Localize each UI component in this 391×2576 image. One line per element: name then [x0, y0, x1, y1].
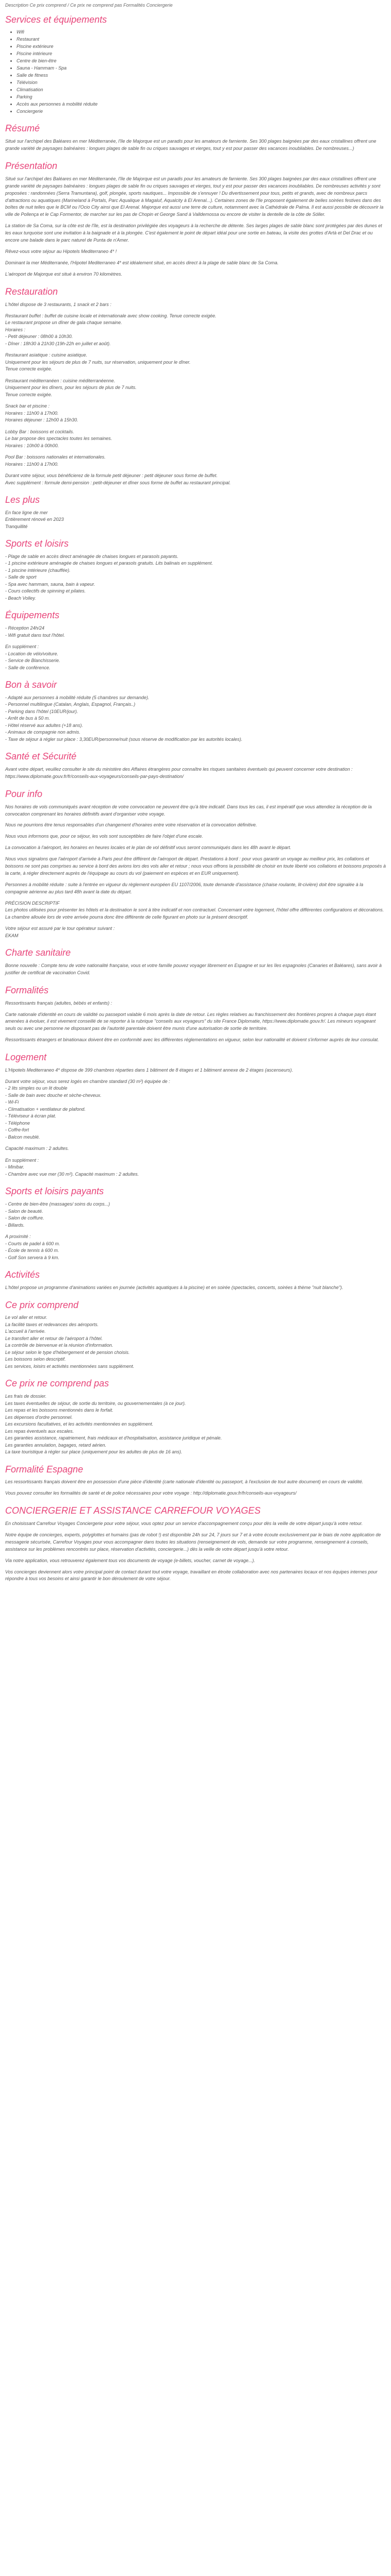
breadcrumb[interactable]: Description Ce prix comprend / Ce prix ne comprend pas Formalités Conciergerie — [5, 3, 173, 8]
restauration-outro-2: Avec supplément : formule demi-pension : petit-déjeuner et dîner sous forme de buffet au restaurant principal. — [5, 480, 231, 485]
text-line: Pool Bar : boissons nationales et internationales. — [5, 454, 106, 460]
text-line: - Hôtel réservé aux adultes (+18 ans). — [5, 722, 83, 728]
text-line: Uniquement pour les séjours de plus de 7 nuits, sur réservation, uniquement pour le dîner. — [5, 359, 191, 365]
restauration-intro: L'hôtel dispose de 3 restaurants, 1 snack et 2 bars : — [5, 301, 111, 307]
text-line: Le bar propose des spectacles toutes les semaines. — [5, 436, 112, 442]
text-line: Restaurant buffet : buffet de cuisine locale et internationale avec show cooking. Tenue correcte exigée. — [5, 313, 217, 318]
restauration-block-6 — [5, 454, 386, 468]
info-p3: Nous vous informons que, pour ce séjour, les vols sont susceptibles de faire l'objet d'une escale. — [5, 834, 203, 839]
text-line: Le séjour selon le type d'hébergement et de pension choisis. — [5, 1349, 130, 1355]
text-line: - Salon de beauté. — [5, 1208, 43, 1214]
text-line: - Animaux de compagnie non admis. — [5, 730, 80, 735]
formalites-p2: Carte nationale d'identité en cours de validité ou passeport valable 6 mois après la date de retour. Les règles relatives au franchissement des frontières propres à chaque pays étant amenées à évoluer, il est vivement conseillé de se reporter à la rubrique "conseils aux voyageurs" du site France Diplomatie, https://www.diplomatie.gouv.fr/. Les mineurs voyageant seuls ou avec une personne ne disposant pas de l'autorité parentale doivent être munis d'une autorisation de sortie de territoire. — [5, 1011, 376, 1031]
text-line: - Minibar. — [5, 1164, 25, 1170]
comprend-title: Ce prix comprend — [5, 1299, 79, 1310]
text-line: - Salon de coiffure. — [5, 1215, 44, 1221]
text-line: - Salle de conférence. — [5, 665, 51, 670]
conciergerie-p2: Notre équipe de concierges, experts, polyglottes et humains (pas de robot !) est disponible 24h sur 24, 7 jours sur 7 et à votre écoute exclusivement par le biais de notre application de messagerie sécurisée, Carrefour Voyages pour vous accompagner dans toutes les situations (renseignement de vols, demande sur votre programme, renseignement à conseils, assistance sur les problèmes rencontrés sur place, réservation d'activités, conciergerie...) dès la veille de votre départ jusqu'à votre retour. — [5, 1532, 381, 1552]
text-line: - Petit déjeuner : 08h00 à 10h30. — [5, 334, 73, 340]
text-line: L'accueil à l'arrivée. — [5, 1329, 46, 1334]
text-line: - Wifi gratuit dans tout l'hôtel. — [5, 632, 65, 638]
resume-title: Résumé — [5, 123, 40, 134]
list-item: • Télévision — [17, 79, 386, 87]
text-line: Le transfert aller et retour de l'aéroport à l'hôtel. — [5, 1335, 103, 1341]
text-line: - Arrêt de bus à 50 m. — [5, 716, 50, 721]
services-list — [17, 29, 386, 115]
restauration-block-4 — [5, 403, 386, 424]
text-line: - Balcon meublé. — [5, 1134, 40, 1140]
info-title: Pour info — [5, 788, 43, 799]
restauration-block-1 — [5, 313, 386, 348]
text-line: Restaurant asiatique : cuisine asiatique. — [5, 352, 88, 358]
text-line: La facilité taxes et redevances des aéroports. — [5, 1321, 99, 1327]
formalite2-p2: Vous pouvez consulter les formalités de santé et de police nécessaires pour votre voyage : http://diplomatie.gouv.fr/fr/conseils-aux-voyageurs/ — [5, 1490, 297, 1496]
text-line: Le restaurant propose un dîner de gala chaque semaine. — [5, 320, 122, 326]
sports2-title: Sports et loisirs payants — [5, 1186, 104, 1197]
text-line: - Spa avec hammam, sauna, bain à vapeur. — [5, 581, 95, 587]
text-line: - Golf Son servera à 9 km. — [5, 1255, 60, 1260]
text-line: Le vol aller et retour. — [5, 1315, 47, 1320]
text-line: - Réception 24h/24 — [5, 625, 45, 631]
info-p9: Votre séjour est assuré par le tour opérateur suivant : — [5, 926, 115, 931]
conciergerie-p3: Via notre application, vous retrouverez également tous vos documents de voyage (e-billets, voucher, carnet de voyage...). — [5, 1557, 255, 1563]
text-line: - Plage de sable en accès direct aménagée de chaises longues et parasols payants. — [5, 553, 178, 559]
restauration-block-3 — [5, 378, 386, 399]
sante-title: Santé et Sécurité — [5, 751, 77, 762]
info-p4: La convocation à l'aéroport, les horaires en heures locales et le plan de vol définitif vous seront communiqués dans les 48h avant le départ. — [5, 845, 291, 851]
text-line: Horaires déjeuner : 12h00 à 15h30. — [5, 417, 78, 423]
list-item: • Accès aux personnes à mobilité réduite — [17, 101, 386, 108]
text-line: - Beach Volley. — [5, 595, 36, 601]
necomprend-title: Ce prix ne comprend pas — [5, 1378, 109, 1389]
list-item: • Sauna - Hammam - Spa — [17, 65, 386, 72]
text-line: - Adapté aux personnes à mobilité réduite (5 chambres sur demande). — [5, 694, 150, 700]
restauration-block-5 — [5, 429, 386, 450]
text-line: Tenue correcte exigée. — [5, 366, 53, 372]
list-item: • Wifi — [17, 29, 386, 36]
activites-text: L'hôtel propose un programme d'animations variées en journée (activités aquatiques à la piscine) et en soirée (spectacles, concerts, soirées à thème "nuit blanche"). — [5, 1284, 344, 1290]
text-line: - Courts de padel à 600 m. — [5, 1241, 60, 1246]
text-line: En face ligne de mer — [5, 510, 48, 515]
text-line: A proximité : — [5, 1234, 31, 1240]
plus-title: Les plus — [5, 495, 40, 505]
text-line: Uniquement pour les dîners, pour les séjours de plus de 7 nuits. — [5, 385, 137, 391]
list-item: • Conciergerie — [17, 108, 386, 115]
text-line: - Climatisation + ventilateur de plafond. — [5, 1106, 86, 1112]
text-line: Tenue correcte exigée. — [5, 392, 53, 397]
text-line: - Location de vélo/voiture. — [5, 651, 59, 656]
text-line: Les dépenses d'ordre personnel. — [5, 1414, 73, 1420]
formalites-p1: Ressortissants français (adultes, bébés et enfants) : — [5, 1000, 112, 1006]
list-item: • Parking — [17, 94, 386, 101]
restauration-outro-1: Durant votre séjour, vous bénéficierez de la formule petit déjeuner : petit déjeuner sous forme de buffet. — [5, 473, 218, 479]
text-line: - 1 piscine extérieure aménagée de chaises longues et parasols gratuits. Lits balinais en supplément. — [5, 561, 213, 566]
text-line: En supplément : — [5, 1157, 39, 1163]
text-line: - 1 piscine intérieure (chauffée). — [5, 567, 71, 573]
text-line: Les excursions facultatives, et les activités mentionnées en supplément. — [5, 1421, 154, 1427]
info-p2: Nous ne pourrions être tenus responsables d'un changement d'horaires entre votre réservation et la convocation définitive. — [5, 822, 257, 828]
restauration-block-2 — [5, 352, 386, 373]
bon-title: Bon à savoir — [5, 680, 57, 690]
text-line: En supplément : — [5, 644, 39, 650]
text-line: - Chambre avec vue mer (30 m²). Capacité maximum : 2 adultes. — [5, 1171, 139, 1177]
info-p6: Personnes à mobilité réduite : suite à l'entrée en vigueur du règlement européen EU 1107/2006, toute demande d'assistance (chaise roulante, lit-civière) doit être signalée à la compagnie aérienne au plus tard 48h avant la date du départ. — [5, 882, 364, 894]
presentation-p5: L'aéroport de Majorque est situé à environ 70 kilomètres. — [5, 272, 122, 277]
restauration-title: Restauration — [5, 286, 58, 297]
text-line: Snack bar et piscine : — [5, 403, 50, 409]
text-line: Entièrement rénové en 2023 — [5, 517, 64, 522]
text-line: La contrôle de bienvenue et la réunion d'information. — [5, 1343, 113, 1348]
text-line: Les boissons selon descriptif. — [5, 1357, 66, 1362]
text-line: - Personnel multilingue (Catalan, Anglais, Espagnol, Français..) — [5, 702, 136, 707]
text-line: - Téléphone — [5, 1120, 30, 1126]
text-line: Horaires : 10h00 à 00h00. — [5, 443, 59, 448]
list-item: • Climatisation — [17, 87, 386, 94]
resume-text: Situé sur l'archipel des Baléares en mer Méditerranée, l'île de Majorque est un paradis pour les amateurs de farniente. Ses 300 plages baignées par des eaux cristallines offrent une grande variété de paysages balnéaires : longues plages de sable fin ou criques sauvages et vierges, tout y est pour passer des vacances inoubliables. De nombreuses...) — [5, 139, 377, 151]
text-line: Tranquillité — [5, 523, 28, 529]
list-item: • Restaurant — [17, 36, 386, 43]
logement-capacity: Capacité maximum : 2 adultes. — [5, 1146, 69, 1151]
logement-p1: L'Hipotels Mediterraneo 4* dispose de 399 chambres réparties dans 1 bâtiment de 8 étages et 1 bâtiment annexe de 2 étages (ascenseurs). — [5, 1067, 294, 1073]
text-line: Horaires : 11h00 à 17h00. — [5, 410, 59, 416]
info-p8: Les photos utilisées pour présenter les hôtels et la destination le sont à titre indicatif et non contractuel. Concernant votre logement, l'hôtel offre différentes configurations et décorations. La chambre allouée lors de votre arrivée pourra donc être différente de celle figurant en photo sur la présent descriptif. — [5, 907, 384, 920]
list-item: • Centre de bien-être — [17, 58, 386, 65]
text-line: - Wi-Fi — [5, 1099, 19, 1105]
text-line: - Dîner : 18h30 à 21h30 (19h-22h en juillet et août). — [5, 341, 111, 346]
presentation-title: Présentation — [5, 161, 58, 171]
text-line: - Taxe de séjour à régler sur place : 3,30EUR/personne/nuit (sous réserve de modification par les autorités locales). — [5, 736, 242, 742]
text-line: - Service de Blanchisserie. — [5, 658, 60, 664]
text-line: Durant votre séjour, vous serez logés en chambre standard (30 m²) équipée de : — [5, 1078, 170, 1084]
text-line: - Centre de bien-être (massages/ soins du corps...) — [5, 1201, 110, 1207]
sports-title: Sports et loisirs — [5, 538, 69, 549]
formalite2-title: Formalité Espagne — [5, 1464, 84, 1475]
text-line: Horaires : 11h00 à 17h00. — [5, 461, 59, 467]
text-line: Lobby Bar : boissons et cocktails. — [5, 429, 74, 434]
activites-title: Activités — [5, 1269, 40, 1280]
text-line: Horaires : — [5, 327, 26, 332]
info-p7: PRÉCISION DESCRIPTIF — [5, 900, 60, 906]
logement-title: Logement — [5, 1052, 47, 1063]
conciergerie-p4: Vos concierges deviennent alors votre principal point de contact durant tout votre voyage, travaillant en étroite collaboration avec nos partenaires locaux et nos équipes internes pour répondre à tous vos besoins et ainsi garantir le bon déroulement de votre séjour. — [5, 1569, 378, 1582]
services-title: Services et équipements — [5, 14, 107, 25]
text-line: - Téléviseur à écran plat. — [5, 1113, 57, 1119]
charte-text: Bonne nouvelle : Compte tenu de votre nationalité française, vous et votre famille pouvez voyager librement en Espagne et sur les îles espagnoles (Canaries et Baléares), sans avoir à justifier de certificat de vaccination Covid. — [5, 963, 382, 975]
formalites-p3: Ressortissants étrangers et binationaux doivent être en conformité avec les différentes réglementations en vigueur, selon leur nationalité et doivent s'informer auprès de leur consulat. — [5, 1037, 379, 1043]
text-line: - Parking dans l'hôtel (10EUR/jour). — [5, 708, 78, 714]
conciergerie-title: CONCIERGERIE ET ASSISTANCE CARREFOUR VOYAGES — [5, 1505, 261, 1516]
info-p10: EKAM — [5, 933, 19, 938]
text-line: - Coffre-fort — [5, 1127, 29, 1133]
text-line: - École de tennis à 600 m. — [5, 1248, 59, 1253]
equipements-title: Équipements — [5, 610, 60, 621]
text-line: Les frais de dossier. — [5, 1394, 47, 1399]
text-line: Les garanties assistance, rapatriement, frais médicaux et d'hospitalisation, assistance juridique et pénale. — [5, 1435, 222, 1441]
text-line: Les garanties annulation, bagages, retard aérien. — [5, 1442, 107, 1448]
text-line: - Billards. — [5, 1222, 25, 1228]
text-line: Les repas éventuels aux escales. — [5, 1428, 74, 1434]
text-line: Les repas et les boissons mentionnés dans le forfait. — [5, 1408, 113, 1413]
list-item: • Piscine extérieure — [17, 43, 386, 50]
info-p1: Nos horaires de vols communiqués avant réception de votre convocation ne peuvent être qu'à titre indicatif. Dans tous les cas, il est impératif que vous attendiez la réception de la convocation comprenant les horaires définitifs avant d'organiser votre voyage. — [5, 804, 372, 817]
formalite2-p1: Les ressortissants français doivent être en possession d'une pièce d'identité (carte nationale d'identité ou passeport, à l'exclusion de tout autre document) en cours de validité. — [5, 1479, 364, 1485]
text-line: Restaurant méditerranéen : cuisine méditerranéenne. — [5, 378, 116, 383]
charte-title: Charte sanitaire — [5, 947, 71, 958]
info-p5: Nous vous signalons que l'aéroport d'arrivée à Paris peut être différent de l'aéroport de départ. Prestations à bord : pour vous garantir un voyage au meilleur prix, les collations et boissons ne sont pas comprises au service à bord des avions lors des vols aller et retour ; nous vous offrons la possibilité de choisir en toute liberté vos collations et boissons proposés à la carte, à régler directement auprès de l'équipage au cours du vol (paiement en espèces et en EUR uniquement). — [5, 856, 386, 876]
formalites-title: Formalités — [5, 985, 49, 995]
presentation-p2: La station de Sa Coma, sur la côte est de l'île, est la destination privilégiée des voyageurs à la recherche de détente. Ses larges plages de sable blanc sont protégées par des dunes et les eaux turquoise sont une invitation à la baignade et à la plongée. C'est également le point de départ idéal pour une sortie en bateau, la visite des grottes d'Artà et Del Drac et ou encore une balade dans le parc naturel de Punta de n'Amer. — [5, 223, 382, 243]
presentation-p1: Situé sur l'archipel des Baléares en mer Méditerranée, l'île de Majorque est un paradis pour les amateurs de farniente. Ses 300 plages baignées par des eaux cristallines offrent une grande variété de paysages balnéaires : longues plages de sable fin ou criques sauvages et vierges, tout y est pour passer des vacances inoubliables. De nombreuses activités y sont proposées : randonnées (Serra Tramuntana), golf, plongée, sports nautiques... Impossible de s'ennuyer ! Du divertissement pour tous, petits et grands, avec de nombreux parcs d'attractions ou aquatiques (Marineland à Portals, Parc Aqualique à Magaluf, Aqualcity à El Arenal...). Certaines zones de l'île proposent également de belles soirées festives dans des boîtes de nuit telles que le BCM ou l'Ocio City ainsi que El Arenal. Majorque est aussi une terre de culture, notamment avec la Cathédrale de Palma. Il est aussi possible de découvrir la ville de Pollença et le Cap Formentor, de marcher sur les pas de Chopin et George Sand à Valldemossa ou encore de visiter la dentelle de la côte de Sóller. — [5, 176, 384, 217]
presentation-p3: Rêvez-vous votre séjour au Hipotels Mediterraneo 4* ! — [5, 249, 117, 255]
text-line: - Cours collectifs de spinning et pilates. — [5, 588, 86, 594]
sante-text: Avant votre départ, veuillez consulter le site du ministère des Affaires étrangères pour connaître les risques sanitaires éventuels qui peuvent concerner votre destination : https://www.diplomatie.gouv.fr/fr/conseils-aux-voyageurs/conseils-par-pays-destination/ — [5, 767, 353, 779]
text-line: - Salle de sport — [5, 574, 37, 580]
text-line: - 2 lits simples ou un lit double — [5, 1086, 68, 1091]
text-line: Les taxes éventuelles de séjour, de sortie du territoire, ou gouvernementales (à ce jour). — [5, 1400, 186, 1406]
conciergerie-p1: En choisissant Carrefour Voyages Conciergerie pour votre séjour, vous optez pour un service d'accompagnement conçu pour dès la veille de votre départ jusqu'à votre retour. — [5, 1520, 363, 1526]
text-line: - Salle de bain avec douche et sèche-cheveux. — [5, 1092, 102, 1098]
text-line: La taxe touristique à régler sur place (uniquement pour les adultes de plus de 16 ans). — [5, 1449, 183, 1455]
text-line: Les services, loisirs et activités mentionnées sans supplément. — [5, 1363, 135, 1369]
list-item: • Piscine intérieure — [17, 50, 386, 58]
list-item: • Salle de fitness — [17, 72, 386, 79]
presentation-p4: Dominant la mer Méditerranée, l'Hipotel Mediterraneo 4* est idéalement situé, en accès direct à la plage de sable blanc de Sa Coma. — [5, 260, 279, 266]
